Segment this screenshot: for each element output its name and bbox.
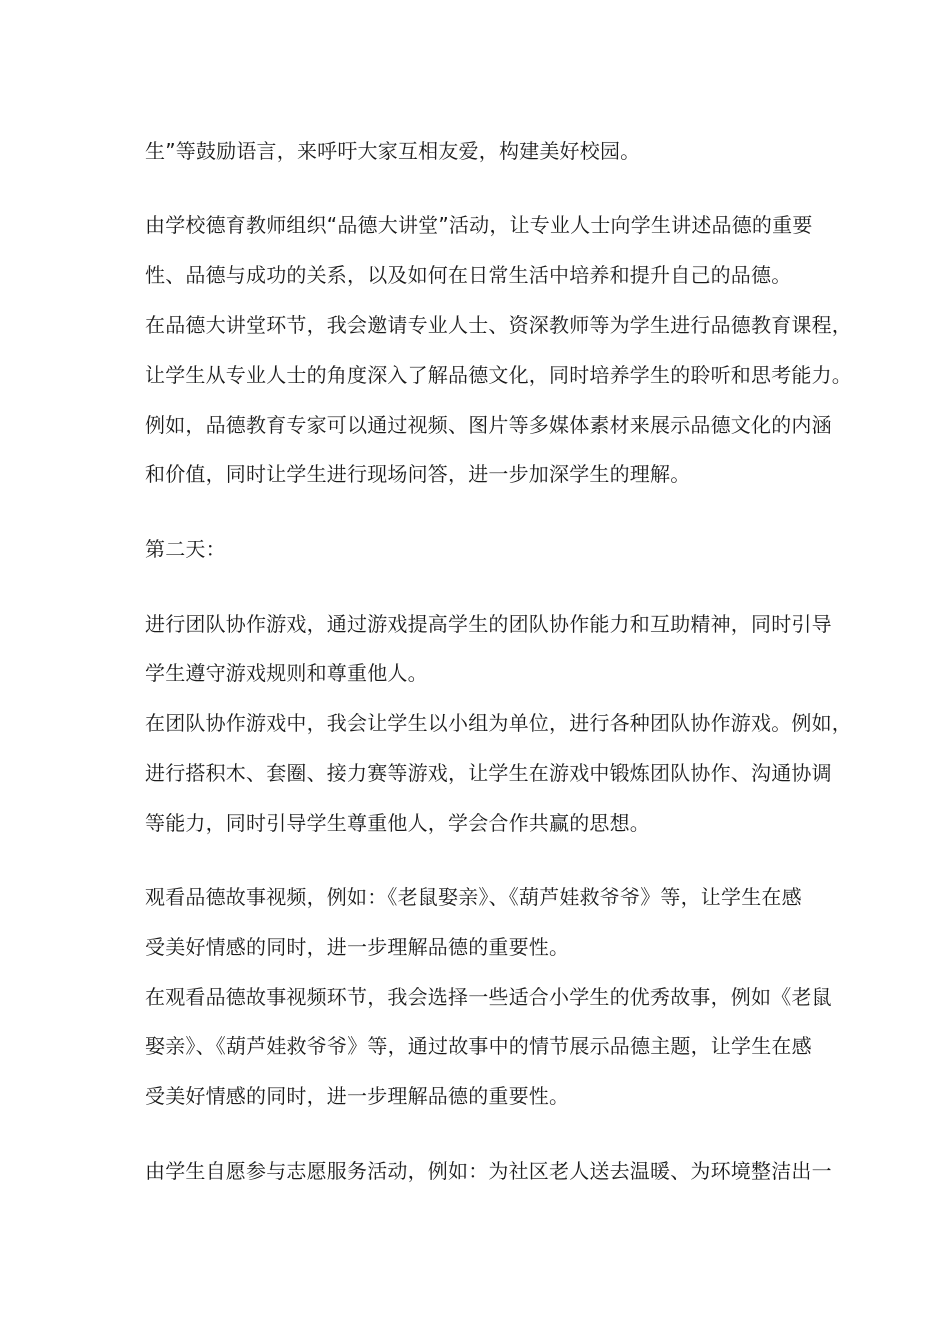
- text-line: 观看品德故事视频，例如：《老鼠娶亲》、《葫芦娃救爷爷》等，让学生在感: [145, 885, 802, 909]
- text-line: 在观看品德故事视频环节，我会选择一些适合小学生的优秀故事，例如《老鼠: [145, 985, 832, 1009]
- text-line: 受美好情感的同时，进一步理解品德的重要性。: [145, 935, 570, 959]
- text-line: 让学生从专业人士的角度深入了解品德文化，同时培养学生的聆听和思考能力。: [145, 363, 852, 387]
- text-line: 受美好情感的同时，进一步理解品德的重要性。: [145, 1084, 570, 1108]
- text-line: 进行搭积木、套圈、接力赛等游戏，让学生在游戏中锻炼团队协作、沟通协调: [145, 761, 832, 785]
- text-line: 进行团队协作游戏，通过游戏提高学生的团队协作能力和互助精神，同时引导: [145, 612, 832, 636]
- text-line: 例如，品德教育专家可以通过视频、图片等多媒体素材来展示品德文化的内涵: [145, 413, 832, 437]
- text-line: 由学校德育教师组织“品德大讲堂”活动，让专业人士向学生讲述品德的重要: [145, 213, 813, 237]
- text-line: 在品德大讲堂环节，我会邀请专业人士、资深教师等为学生进行品德教育课程，: [145, 313, 852, 337]
- text-line: 等能力，同时引导学生尊重他人，学会合作共赢的思想。: [145, 811, 650, 835]
- section-heading: 第二天：: [145, 537, 226, 561]
- text-line: 生”等鼓励语言，来呼吁大家互相友爱，构建美好校园。: [145, 139, 641, 163]
- text-line: 由学生自愿参与志愿服务活动，例如：为社区老人送去温暖、为环境整洁出一: [145, 1159, 832, 1183]
- text-line: 娶亲》、《葫芦娃救爷爷》等，通过故事中的情节展示品德主题，让学生在感: [145, 1034, 812, 1058]
- text-line: 学生遵守游戏规则和尊重他人。: [145, 661, 428, 685]
- text-line: 性、品德与成功的关系，以及如何在日常生活中培养和提升自己的品德。: [145, 263, 792, 287]
- text-line: 和价值，同时让学生进行现场问答，进一步加深学生的理解。: [145, 462, 691, 486]
- text-line: 在团队协作游戏中，我会让学生以小组为单位，进行各种团队协作游戏。例如，: [145, 711, 852, 735]
